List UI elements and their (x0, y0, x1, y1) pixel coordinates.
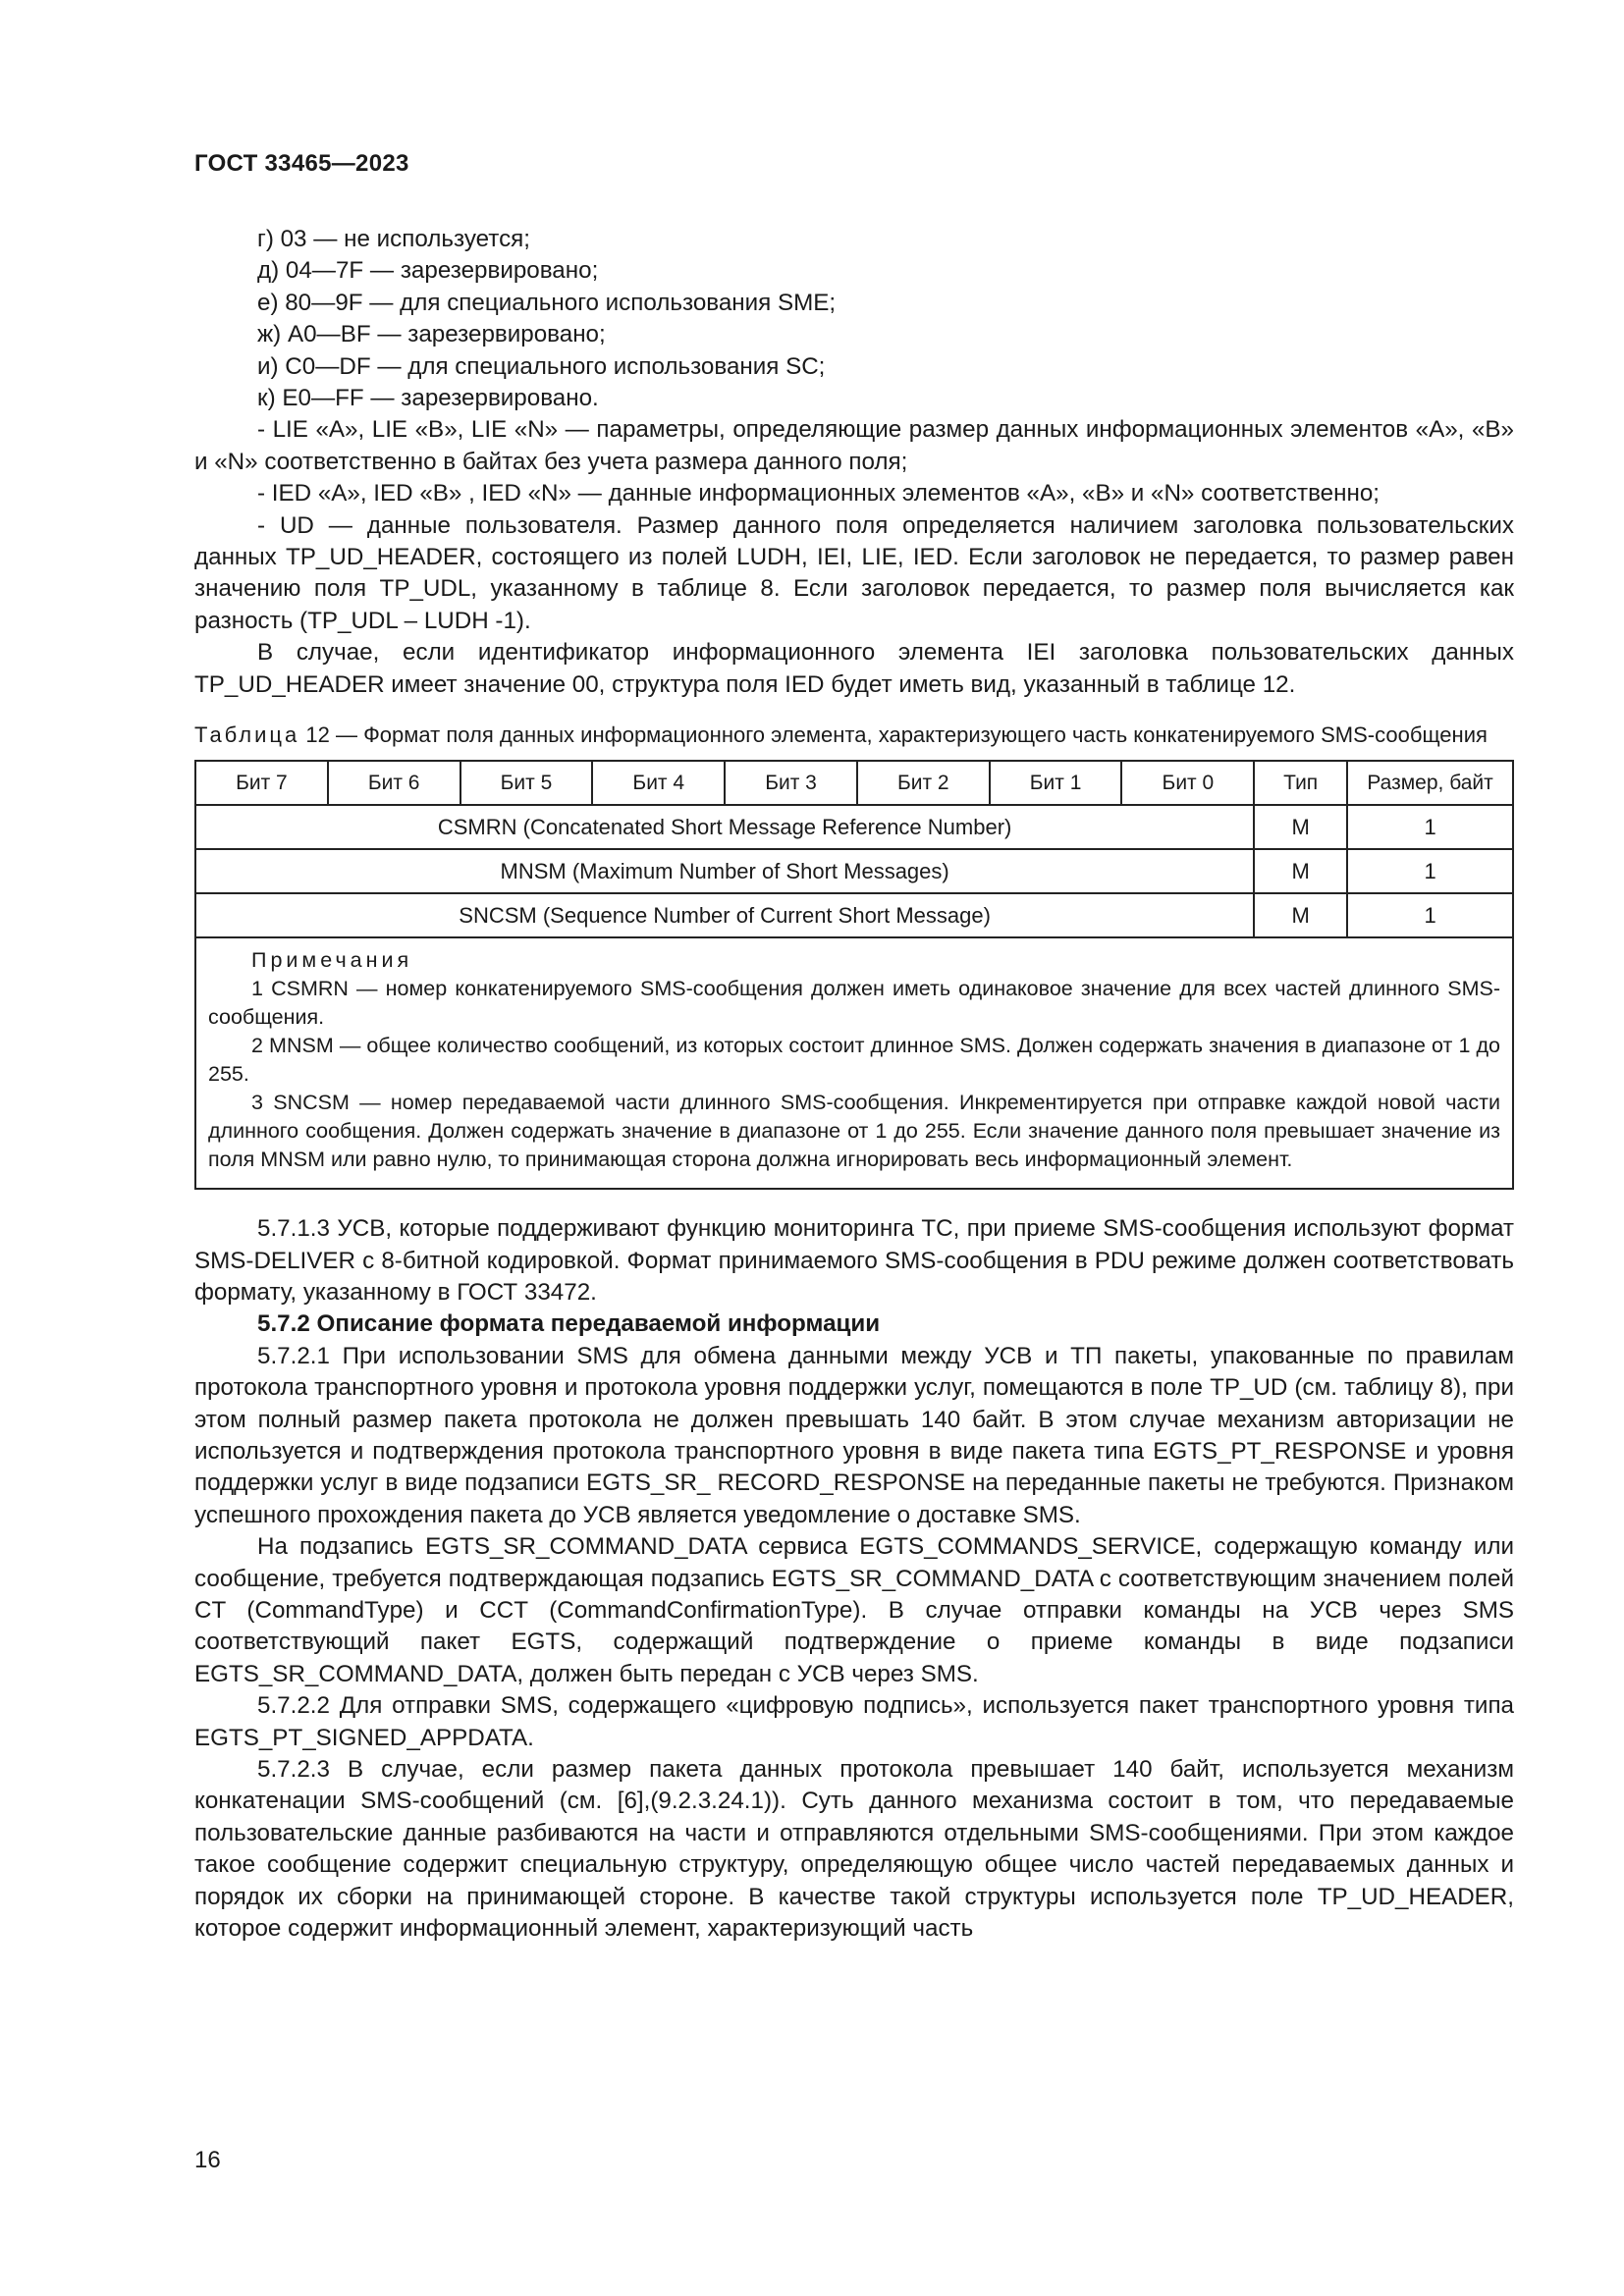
table-caption-text: 12 — Формат поля данных информационного элемента, характеризующего часть конкатенируемого SMS-сообщения (305, 722, 1488, 748)
table-row (195, 849, 1513, 893)
note-item: 3 SNCSM — номер передаваемой части длинного SMS-сообщения. Инкрементируется при отправке каждой новой части длинного сообщения. Должен содержать значение в диапазоне от 1 до 255. Если значение данного поля превышает значение из поля MNSM или равно нулю, то принимающая сторона должна игнорировать весь информационный элемент. (208, 1091, 1500, 1172)
list-item: и) C0—DF — для специального использования SC; (257, 352, 826, 380)
table-row (195, 805, 1513, 849)
paragraph-iei-case: В случае, если идентификатор информационного элемента IEI заголовка пользовательских данных TP_UD_HEADER имеет значение 00, структура поля IED будет иметь вид, указанный в таблице 12. (194, 639, 1514, 698)
section-5-7-2-2: 5.7.2.2 Для отправки SMS, содержащего «цифровую подпись», используется пакет транспортного уровня типа EGTS_PT_SIGNED_APPDATA. (194, 1692, 1514, 1751)
list-item: г) 03 — не используется; (257, 226, 531, 252)
table-cell-size: 1 (1347, 893, 1513, 937)
table-caption (194, 721, 1514, 749)
sections-block (194, 1213, 1514, 1945)
table-notes-cell (195, 937, 1513, 1189)
notes-title: Примечания (251, 948, 413, 973)
table-header-cell: Бит 4 (592, 761, 725, 805)
table-header-row (195, 761, 1513, 805)
list-item: ж) A0—BF — зарезервировано; (257, 321, 606, 348)
table-cell-field-name: MNSM (Maximum Number of Short Messages) (195, 849, 1254, 893)
table-row (195, 893, 1513, 937)
section-5-7-2-3: 5.7.2.3 В случае, если размер пакета данных протокола превышает 140 байт, используется механизм конкатенации SMS-сообщений (см. [6],(9.2.3.24.1)). Суть данного механизма состоит в том, что передаваемые пользовательские данные разбиваются на части и отправляются отдельными SMS-сообщениями. При этом каждое такое сообщение содержит специальную структуру, определяющую общее число частей передаваемых данных и порядок их сборки на принимающей стороне. В качестве такой структуры используется поле TP_UD_HEADER, которое содержит информационный элемент, характеризующий часть (194, 1756, 1514, 1943)
table-notes-row (195, 937, 1513, 1189)
paragraph-ied: - IED «A», IED «B» , IED «N» — данные информационных элементов «A», «B» и «N» соответственно; (257, 480, 1380, 507)
section-5-7-1-3: 5.7.1.3 УСВ, которые поддерживают функцию мониторинга ТС, при приеме SMS-сообщения используют формат SMS-DELIVER с 8-битной кодировкой. Формат принимаемого SMS-сообщения в PDU режиме должен соответствовать формату, указанному в ГОСТ 33472. (194, 1215, 1514, 1306)
table-header-cell: Бит 0 (1121, 761, 1254, 805)
list-item: к) E0—FF — зарезервировано. (257, 385, 599, 412)
list-item: д) 04—7F — зарезервировано; (257, 257, 599, 285)
document-header: ГОСТ 33465—2023 (194, 150, 409, 177)
table-header-cell: Бит 3 (725, 761, 857, 805)
table-header-cell: Бит 1 (990, 761, 1122, 805)
list-item: е) 80—9F — для специального использования SME; (257, 289, 837, 316)
format-table (194, 760, 1514, 1190)
page-content (194, 224, 1514, 1945)
note-item: 2 MNSM — общее количество сообщений, из которых состоит длинное SMS. Должен содержать значения в диапазоне от 1 до 255. (208, 1034, 1500, 1087)
section-5-7-2-1: 5.7.2.1 При использовании SMS для обмена данными между УСВ и ТП пакеты, упакованные по правилам протокола транспортного уровня и протокола уровня поддержки услуг, помещаются в поле TP_UD (см. таблицу 8), при этом полный размер пакета протокола не должен превышать 140 байт. В этом случае механизм авторизации не используется и подтверждения протокола транспортного уровня в виде пакета типа EGTS_PT_RESPONSE и уровня поддержки услуг в виде подзаписи EGTS_SR_ RECORD_RESPONSE на переданные пакеты не требуются. Признаком успешного прохождения пакета до УСВ является уведомление о доставке SMS. (194, 1342, 1514, 1528)
table-cell-field-name: CSMRN (Concatenated Short Message Reference Number) (195, 805, 1254, 849)
value-range-list (194, 224, 1514, 414)
table-header-cell: Бит 5 (460, 761, 593, 805)
definitions-block (194, 414, 1514, 701)
note-item: 1 CSMRN — номер конкатенируемого SMS-сообщения должен иметь одинаковое значение для всех частей длинного SMS-сообщения. (208, 977, 1500, 1030)
table-header-cell: Бит 7 (195, 761, 328, 805)
table-cell-size: 1 (1347, 849, 1513, 893)
table-caption-label: Таблица (194, 722, 300, 748)
page-number: 16 (194, 2147, 221, 2173)
table-cell-field-name: SNCSM (Sequence Number of Current Short Message) (195, 893, 1254, 937)
table-header-cell: Размер, байт (1347, 761, 1513, 805)
paragraph-command-data: На подзапись EGTS_SR_COMMAND_DATA сервиса EGTS_COMMANDS_SERVICE, содержащую команду или сообщение, требуется подтверждающая подзапись EGTS_SR_COMMAND_DATA с соответствующим значением полей CT (CommandType) и CCT (CommandConfirmationType). В случае отправки команды на УСВ через SMS соответствующий пакет EGTS, содержащий подтверждение о приеме команды в виде подзаписи EGTS_SR_COMMAND_DATA, должен быть передан с УСВ через SMS. (194, 1533, 1514, 1687)
table-header-cell: Тип (1254, 761, 1347, 805)
table-cell-type: M (1254, 893, 1347, 937)
section-heading: 5.7.2 Описание формата передаваемой информации (257, 1310, 881, 1338)
table-cell-type: M (1254, 805, 1347, 849)
table-cell-size: 1 (1347, 805, 1513, 849)
paragraph-ud: - UD — данные пользователя. Размер данного поля определяется наличием заголовка пользовательских данных TP_UD_HEADER, состоящего из полей LUDH, IEI, LIE, IED. Если заголовок не передается, то размер равен значению поля TP_UDL, указанному в таблице 8. Если заголовок передается, то размер поля вычисляется как разность (TP_UDL – LUDH -1). (194, 511, 1514, 634)
table-header-cell: Бит 6 (328, 761, 460, 805)
table-header-cell: Бит 2 (857, 761, 990, 805)
paragraph-lie: - LIE «A», LIE «B», LIE «N» — параметры, определяющие размер данных информационных элементов «A», «B» и «N» соответственно в байтах без учета размера данного поля; (194, 416, 1514, 475)
table-cell-type: M (1254, 849, 1347, 893)
